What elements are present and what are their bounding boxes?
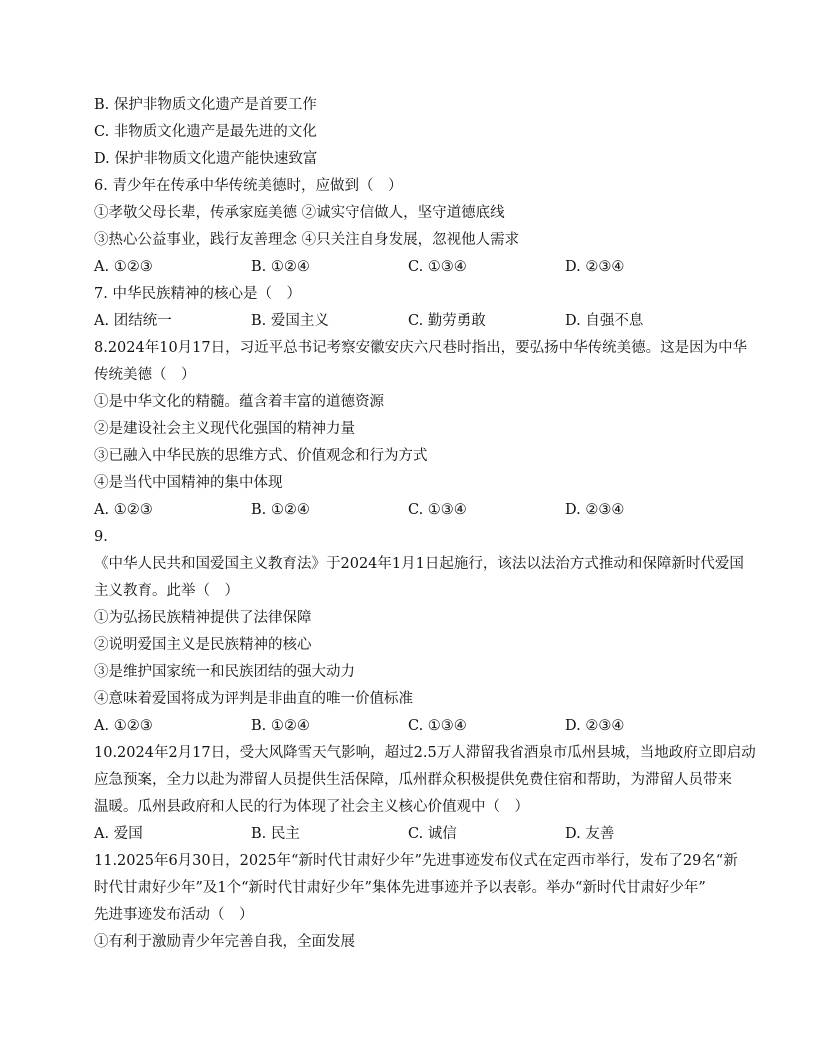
q10-options [94,821,724,848]
q7-option-c: C. 勤劳勇敢 [408,313,486,329]
q8-statement-2: ②是建设社会主义现代化强国的精神力量 [94,421,355,437]
q6-option-a: A. ①②③ [94,259,153,275]
q5-option-c: C. 非物质文化遗产是最先进的文化 [94,124,317,140]
q11-stem-line-1: 11.2025年6月30日，2025年“新时代甘肃好少年”先进事迹发布仪式在定西市举行，发布了29名“新 [94,853,738,869]
q9-statement-3: ③是维护国家统一和民族团结的强大动力 [94,664,355,680]
q10-option-c: C. 诚信 [408,826,457,842]
q7-option-d: D. 自强不息 [565,313,644,329]
q7-option-b: B. 爱国主义 [251,313,329,329]
q8-stem-line-2: 传统美德（ ） [94,367,196,383]
q9-option-a: A. ①②③ [94,718,153,734]
q7-option-a: A. 团结统一 [94,313,172,329]
q9-option-d: D. ②③④ [565,718,625,734]
q9-statement-4: ④意味着爱国将成为评判是非曲直的唯一价值标准 [94,691,413,707]
q11-stem-line-3: 先进事迹发布活动（ ） [94,907,254,923]
q9-options [94,713,724,740]
q9-option-c: C. ①③④ [408,718,467,734]
q6-option-b: B. ①②④ [251,259,310,275]
q11-statement-1: ①有利于激励青少年完善自我，全面发展 [94,934,355,950]
q10-stem-line-1: 10.2024年2月17日，受大风降雪天气影响，超过2.5万人滞留我省酒泉市瓜州县城，当地政府立即启动 [94,745,756,761]
q9-stem-line-1: 《中华人民共和国爱国主义教育法》于2024年1月1日起施行，该法以法治方式推动和保障新时代爱国 [94,556,744,572]
exam-page [94,92,756,956]
q6-option-d: D. ②③④ [565,259,625,275]
q6-options [94,254,724,281]
q8-option-d: D. ②③④ [565,502,625,518]
q8-option-c: C. ①③④ [408,502,467,518]
q8-option-b: B. ①②④ [251,502,310,518]
q8-statement-1: ①是中华文化的精髓。蕴含着丰富的道德资源 [94,394,384,410]
q10-stem-line-3: 温暖。瓜州县政府和人民的行为体现了社会主义核心价值观中（ ） [94,799,529,815]
q9-stem-line-2: 主义教育。此举（ ） [94,583,239,599]
q7-stem: 7. 中华民族精神的核心是（ ） [94,286,301,302]
q8-stem-line-1: 8.2024年10月17日，习近平总书记考察安徽安庆六尺巷时指出，要弘扬中华传统美德。这是因为中华 [94,340,748,356]
q6-statements-1: ①孝敬父母长辈，传承家庭美德 ②诚实守信做人，坚守道德底线 [94,205,505,221]
q5-option-b: B. 保护非物质文化遗产是首要工作 [94,97,317,113]
q8-statement-3: ③已融入中华民族的思维方式、价值观念和行为方式 [94,448,428,464]
q9-option-b: B. ①②④ [251,718,310,734]
q8-statement-4: ④是当代中国精神的集中体现 [94,475,283,491]
q9-statement-1: ①为弘扬民族精神提供了法律保障 [94,610,312,626]
q6-statements-2: ③热心公益事业，践行友善理念 ④只关注自身发展，忽视他人需求 [94,232,520,248]
q10-option-b: B. 民主 [251,826,300,842]
q11-stem-line-2: 时代甘肃好少年”及1个“新时代甘肃好少年”集体先进事迹并予以表彰。举办“新时代甘肃好少年” [94,880,706,896]
q10-option-a: A. 爱国 [94,826,143,842]
q6-option-c: C. ①③④ [408,259,467,275]
q10-stem-line-2: 应急预案，全力以赴为滞留人员提供生活保障，瓜州群众积极提供免费住宿和帮助，为滞留人员带来 [94,772,732,788]
q6-stem: 6. 青少年在传承中华传统美德时，应做到（ ） [94,178,403,194]
q8-option-a: A. ①②③ [94,502,153,518]
q9-number: 9. [94,529,108,545]
q9-statement-2: ②说明爱国主义是民族精神的核心 [94,637,312,653]
q10-option-d: D. 友善 [565,826,615,842]
q5-option-d: D. 保护非物质文化遗产能快速致富 [94,151,318,167]
q8-options [94,497,724,524]
q7-options [94,308,724,335]
